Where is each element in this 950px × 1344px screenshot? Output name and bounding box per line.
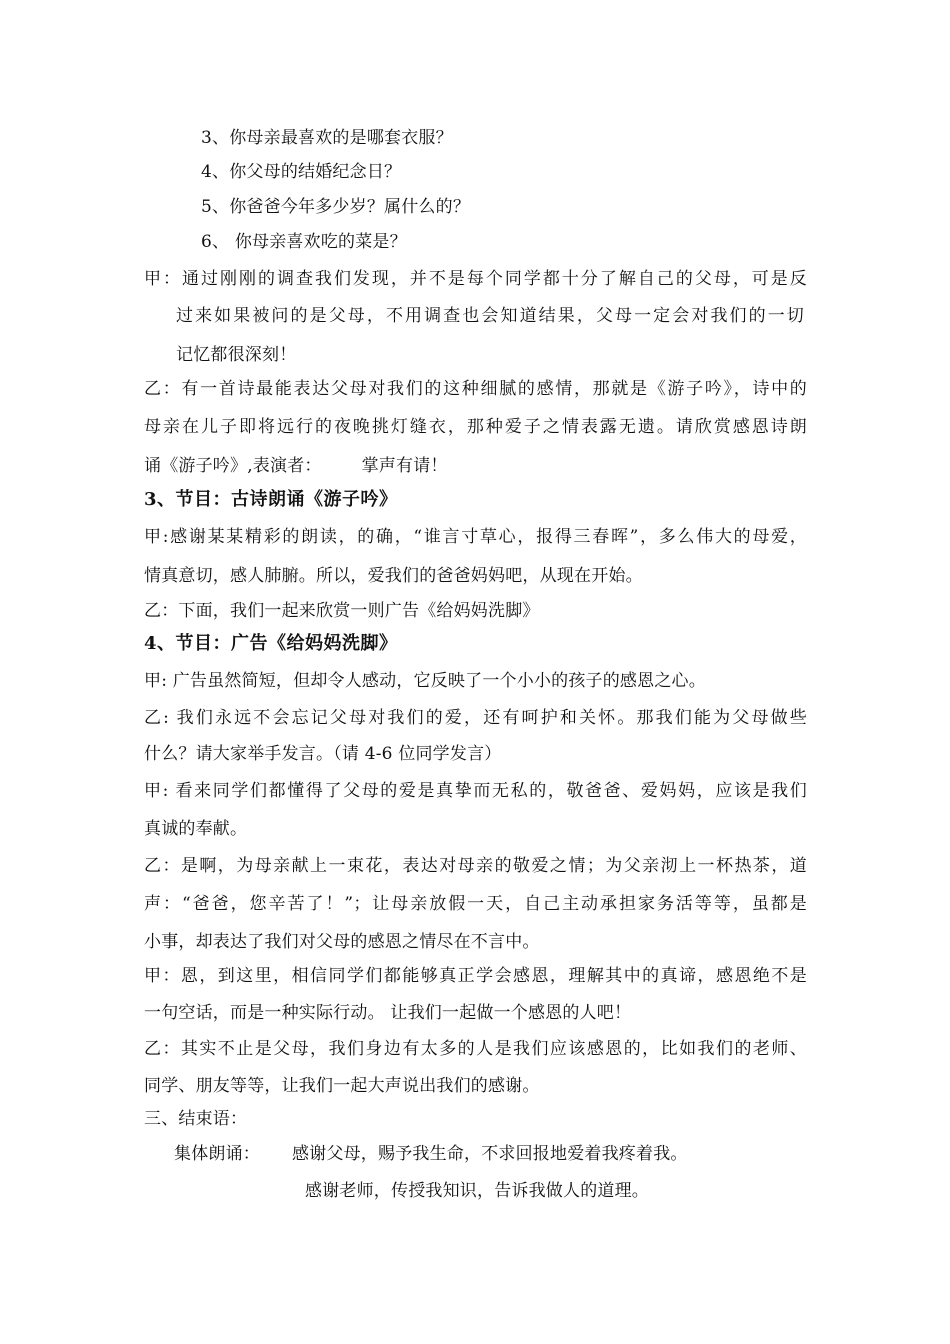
- paragraph-yi-5-line-1: 乙：其实不止是父母，我们身边有太多的人是我们应该感恩的，比如我们的老师、: [144, 1039, 807, 1059]
- paragraph-yi-3-line-2: 什么？请大家举手发言。（请 4-6 位同学发言）: [144, 744, 502, 764]
- paragraph-jia-3: 甲: 广告虽然简短，但却令人感动，它反映了一个小小的孩子的感恩之心。: [144, 671, 706, 691]
- paragraph-jia-1-line-2: 过来如果被问的是父母，不用调查也会知道结果，父母一定会对我们的一切: [176, 306, 804, 326]
- closing-heading: 三、结束语：: [144, 1109, 248, 1129]
- recitation-text-1: 感谢父母，赐予我生命，不求回报地爱着我疼着我。: [292, 1144, 688, 1164]
- paragraph-yi-3-line-1: 乙: 我们永远不会忘记父母对我们的爱，还有呵护和关怀。那我们能为父母做些: [144, 708, 807, 728]
- survey-question-5: 5、你爸爸今年多少岁？属什么的？: [201, 197, 471, 217]
- paragraph-yi-2: 乙：下面，我们一起来欣赏一则广告《给妈妈洗脚》: [144, 601, 540, 621]
- paragraph-yi-4-line-1: 乙：是啊，为母亲献上一束花，表达对母亲的敬爱之情；为父亲沏上一杯热茶，道: [144, 856, 807, 876]
- recitation-label: 集体朗诵：: [174, 1144, 260, 1164]
- paragraph-jia-2-line-2: 情真意切，感人肺腑。所以，爱我们的爸爸妈妈吧，从现在开始。: [144, 566, 643, 586]
- paragraph-jia-4-line-1: 甲: 看来同学们都懂得了父母的爱是真挚而无私的，敬爸爸、爱妈妈，应该是我们: [144, 781, 807, 801]
- paragraph-yi-5-line-2: 同学、朋友等等，让我们一起大声说出我们的感谢。: [144, 1076, 540, 1096]
- section-heading-3: 3、节目：古诗朗诵《游子吟》: [144, 489, 398, 510]
- paragraph-jia-1-line-1: 甲：通过刚刚的调查我们发现，并不是每个同学都十分了解自己的父母，可是反: [144, 269, 807, 289]
- survey-question-3: 3、你母亲最喜欢的是哪套衣服？: [201, 128, 453, 148]
- closing-recitation-line-2: 感谢老师，传授我知识，告诉我做人的道理。: [305, 1181, 649, 1201]
- paragraph-yi-4-line-2: 声：“爸爸，您辛苦了！”；让母亲放假一天，自己主动承担家务活等等，虽都是: [144, 894, 807, 914]
- closing-recitation-line-1: [174, 1143, 688, 1165]
- paragraph-jia-1-line-3: 记忆都很深刻！: [176, 345, 297, 365]
- section-heading-4: 4、节目：广告《给妈妈洗脚》: [144, 633, 398, 654]
- survey-question-6: 6、 你母亲喜欢吃的菜是？: [201, 232, 407, 252]
- paragraph-yi-1-line-2: 母亲在儿子即将远行的夜晚挑灯缝衣，那种爱子之情表露无遗。请欣赏感恩诗朗: [144, 417, 807, 437]
- paragraph-jia-4-line-2: 真诚的奉献。: [144, 819, 248, 839]
- paragraph-yi-1-line-1: 乙：有一首诗最能表达父母对我们的这种细腻的感情，那就是《游子吟》，诗中的: [144, 379, 807, 399]
- paragraph-yi-1-line-3: [144, 455, 448, 477]
- paragraph-yi-4-line-3: 小事，却表达了我们对父母的感恩之情尽在不言中。: [144, 932, 540, 952]
- applause-text: 掌声有请！: [361, 456, 448, 476]
- survey-question-4: 4、你父母的结婚纪念日？: [201, 162, 402, 182]
- paragraph-jia-5-line-2: 一句空话，而是一种实际行动。 让我们一起做一个感恩的人吧！: [144, 1003, 632, 1023]
- paragraph-jia-2-line-1: 甲:感谢某某精彩的朗读，的确，“谁言寸草心，报得三春晖”，多么伟大的母爱，: [144, 527, 807, 547]
- paragraph-jia-5-line-1: 甲：恩，到这里，相信同学们都能够真正学会感恩，理解其中的真谛，感恩绝不是: [144, 966, 807, 986]
- performer-intro: 诵《游子吟》,表演者：: [144, 456, 322, 476]
